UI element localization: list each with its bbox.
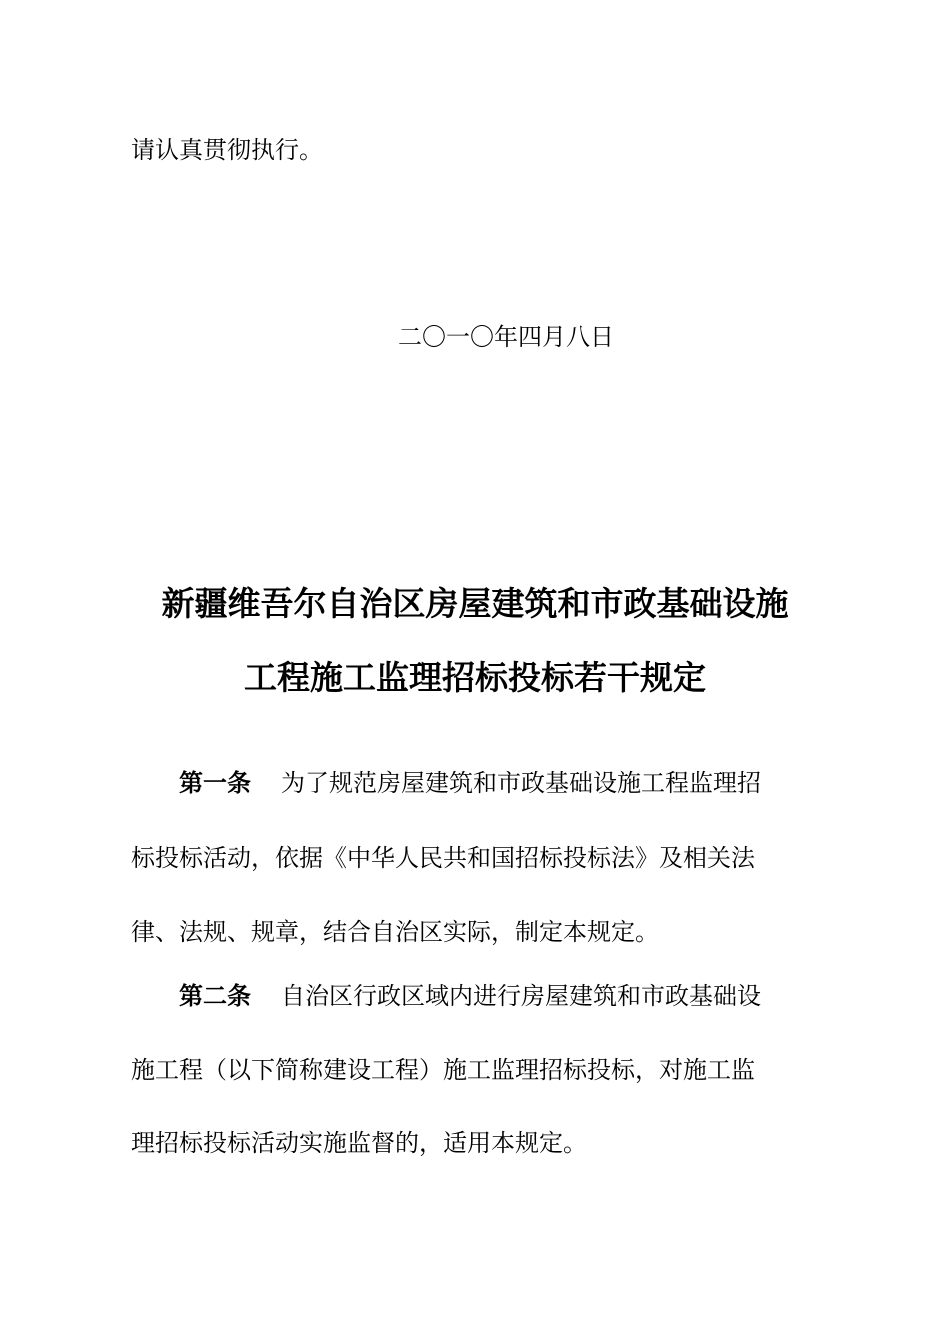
article-2-first-line	[179, 981, 761, 1011]
article-1-first-line	[179, 768, 761, 798]
article-2-text-line-3: 理招标投标活动实施监督的，适用本规定。	[131, 1129, 587, 1157]
article-1-text-line-1: 为了规范房屋建筑和市政基础设施工程监理招	[281, 769, 761, 797]
article-2-text-line-1: 自治区行政区域内进行房屋建筑和市政基础设	[281, 982, 761, 1010]
document-date: 二〇一〇年四月八日	[398, 323, 614, 351]
title-line-1: 新疆维吾尔自治区房屋建筑和市政基础设施	[161, 584, 789, 623]
article-1-text-line-3: 律、法规、规章，结合自治区实际，制定本规定。	[131, 918, 659, 946]
article-1-text-line-2: 标投标活动，依据《中华人民共和国招标投标法》及相关法	[131, 844, 755, 872]
closing-line: 请认真贯彻执行。	[131, 136, 323, 164]
article-2-label: 第二条	[179, 982, 251, 1010]
article-1-label: 第一条	[179, 769, 251, 797]
article-2-text-line-2: 施工程（以下简称建设工程）施工监理招标投标，对施工监	[131, 1056, 755, 1084]
title-line-2: 工程施工监理招标投标若干规定	[244, 658, 706, 697]
